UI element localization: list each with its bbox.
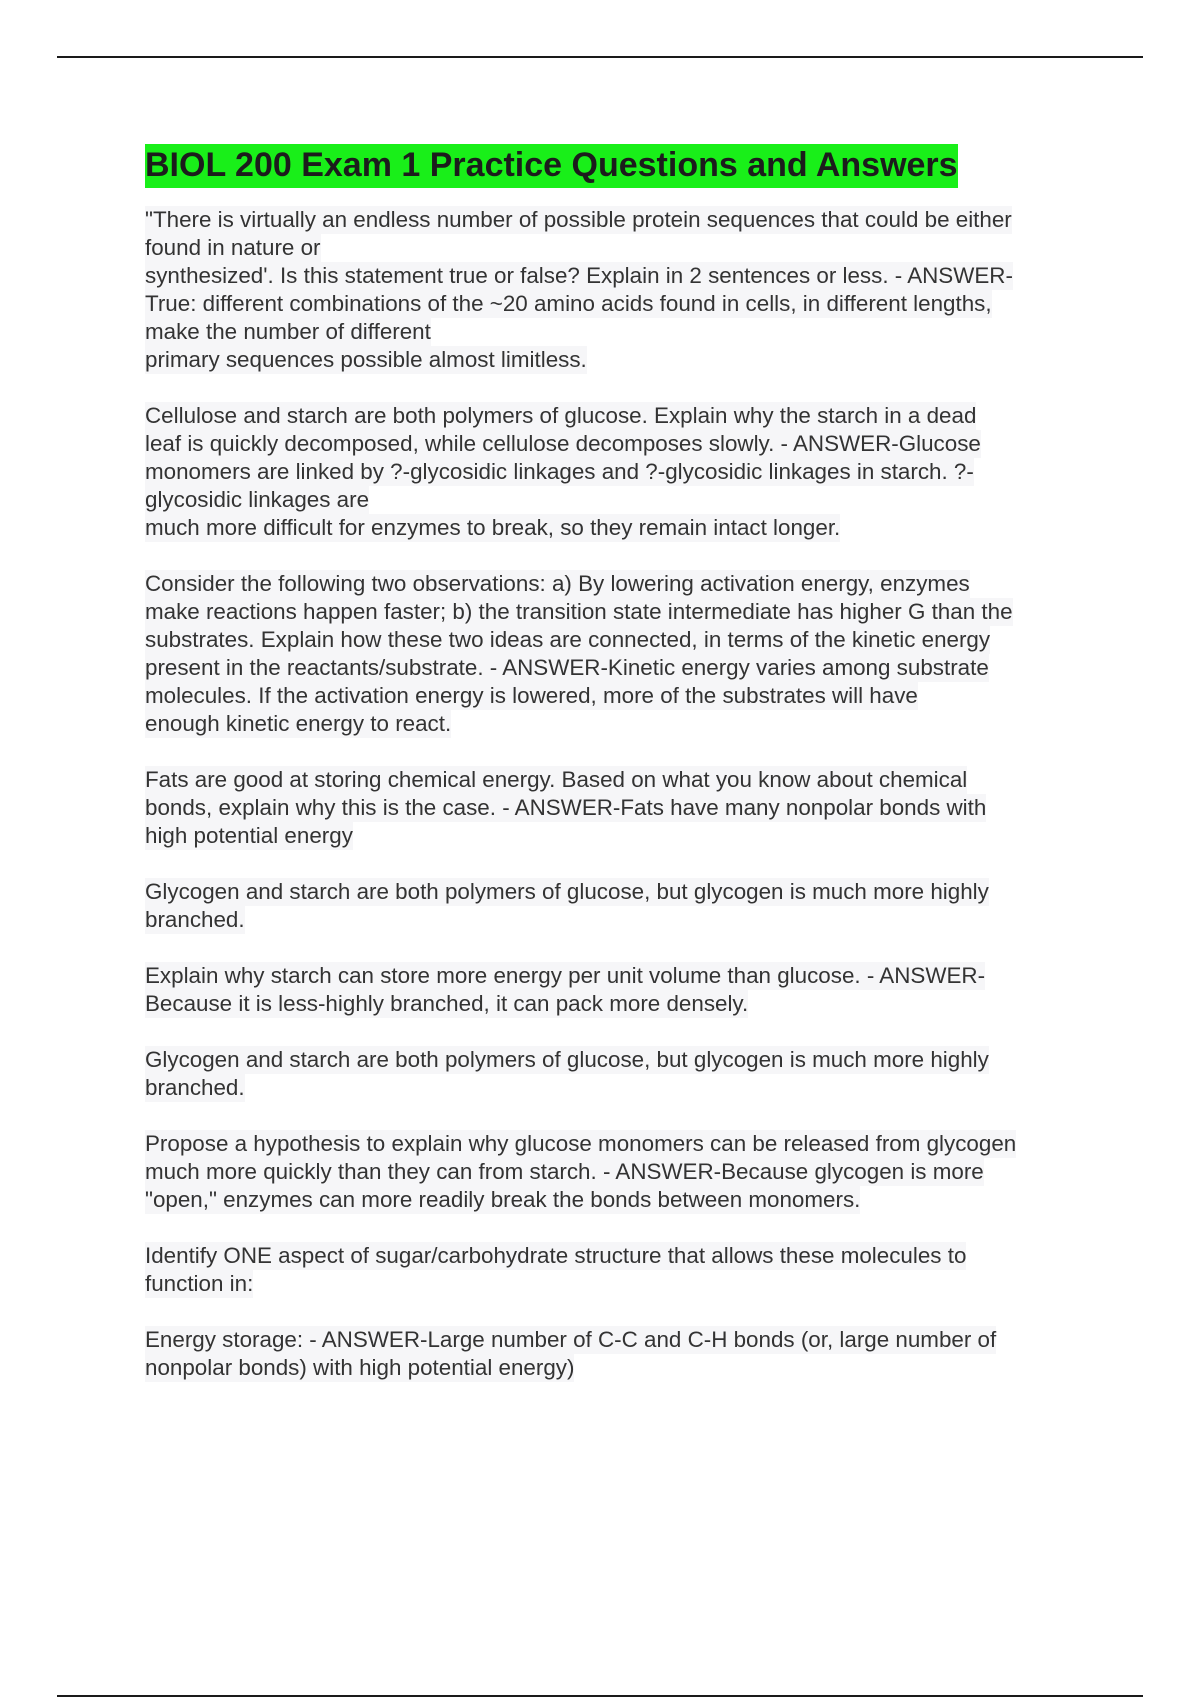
qa-paragraph (145, 206, 1095, 374)
qa-line: Glycogen and starch are both polymers of glucose, but glycogen is much more highly (145, 879, 989, 904)
document-title: BIOL 200 Exam 1 Practice Questions and Answers (145, 144, 958, 188)
qa-list (145, 206, 1095, 1382)
qa-line: branched. (145, 1075, 245, 1100)
qa-line: synthesized'. Is this statement true or false? Explain in 2 sentences or less. - ANSWER- (145, 263, 1013, 288)
qa-line: much more difficult for enzymes to break, so they remain intact longer. (145, 515, 841, 540)
qa-line: enough kinetic energy to react. (145, 711, 452, 736)
qa-line: substrates. Explain how these two ideas are connected, in terms of the kinetic energy (145, 627, 991, 652)
qa-line: high potential energy (145, 823, 353, 848)
qa-line: Identify ONE aspect of sugar/carbohydrate structure that allows these molecules to (145, 1243, 967, 1268)
qa-line: "open," enzymes can more readily break the bonds between monomers. (145, 1187, 861, 1212)
qa-line: True: different combinations of the ~20 amino acids found in cells, in different lengths, (145, 291, 992, 316)
qa-line: Explain why starch can store more energy per unit volume than glucose. - ANSWER- (145, 963, 986, 988)
qa-line: function in: (145, 1271, 254, 1296)
qa-line: "There is virtually an endless number of possible protein sequences that could be either (145, 207, 1012, 232)
qa-paragraph (145, 1242, 1095, 1298)
qa-line: make the number of different (145, 319, 431, 344)
qa-paragraph (145, 570, 1095, 738)
qa-line: much more quickly than they can from starch. - ANSWER-Because glycogen is more (145, 1159, 984, 1184)
qa-line: monomers are linked by ?-glycosidic linkages and ?-glycosidic linkages in starch. ?- (145, 459, 974, 484)
document-body (145, 144, 1095, 1410)
qa-line: Fats are good at storing chemical energy. Based on what you know about chemical (145, 767, 968, 792)
qa-paragraph (145, 1130, 1095, 1214)
qa-paragraph (145, 962, 1095, 1018)
qa-line: Energy storage: - ANSWER-Large number of C-C and C-H bonds (or, large number of (145, 1327, 997, 1352)
bottom-rule (57, 1695, 1143, 1697)
qa-line: nonpolar bonds) with high potential energy) (145, 1355, 575, 1380)
qa-line: primary sequences possible almost limitless. (145, 347, 587, 372)
qa-line: bonds, explain why this is the case. - ANSWER-Fats have many nonpolar bonds with (145, 795, 987, 820)
qa-line: molecules. If the activation energy is lowered, more of the substrates will have (145, 683, 918, 708)
qa-line: make reactions happen faster; b) the transition state intermediate has higher G than the (145, 599, 1013, 624)
qa-line: Because it is less-highly branched, it can pack more densely. (145, 991, 749, 1016)
qa-paragraph (145, 402, 1095, 542)
qa-line: glycosidic linkages are (145, 487, 370, 512)
qa-line: leaf is quickly decomposed, while cellulose decomposes slowly. - ANSWER-Glucose (145, 431, 981, 456)
qa-paragraph (145, 1046, 1095, 1102)
top-rule (57, 56, 1143, 58)
qa-line: present in the reactants/substrate. - ANSWER-Kinetic energy varies among substrate (145, 655, 989, 680)
qa-line: Cellulose and starch are both polymers of glucose. Explain why the starch in a dead (145, 403, 977, 428)
qa-line: Propose a hypothesis to explain why glucose monomers can be released from glycogen (145, 1131, 1017, 1156)
qa-paragraph (145, 766, 1095, 850)
qa-paragraph (145, 1326, 1095, 1382)
qa-paragraph (145, 878, 1095, 934)
qa-line: Consider the following two observations: a) By lowering activation energy, enzymes (145, 571, 970, 596)
qa-line: found in nature or (145, 235, 321, 260)
qa-line: branched. (145, 907, 245, 932)
qa-line: Glycogen and starch are both polymers of glucose, but glycogen is much more highly (145, 1047, 989, 1072)
